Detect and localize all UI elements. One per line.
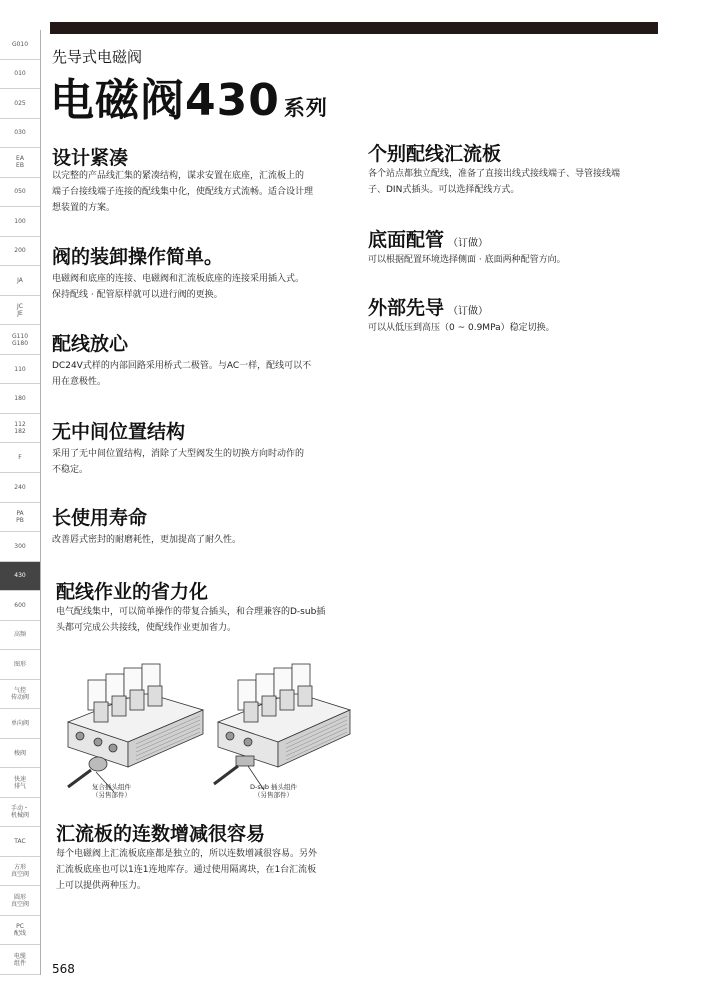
- line: 保持配线 · 配管原样就可以进行阀的更换。: [52, 290, 223, 300]
- line: 上可以提供两种压力。: [56, 881, 147, 891]
- text-easy-station-change: [56, 846, 356, 894]
- sidebar-tab[interactable]: PA PB: [0, 503, 40, 533]
- index-sidebar: [0, 30, 41, 975]
- sidebar-tab[interactable]: 200: [0, 237, 40, 267]
- line: 端子台接线端子连接的配线集中化，使配线方式流畅。适合设计理: [52, 187, 314, 197]
- line: 可以根据配置环境选择侧面 · 底面两种配管方向。: [368, 255, 566, 265]
- sidebar-tab[interactable]: 圆形 真空阀: [0, 886, 40, 916]
- heading-text: 外部先导: [368, 297, 445, 319]
- sidebar-tab[interactable]: 方形 真空阀: [0, 857, 40, 887]
- heading-compact-design: 设计紧凑: [52, 147, 129, 169]
- caption-composite-plug: [92, 783, 131, 799]
- caption-dsub-plug: [250, 783, 297, 799]
- sidebar-tab[interactable]: JA: [0, 266, 40, 296]
- header-rule: [50, 22, 658, 34]
- heading-easy-station-change: 汇流板的连数增减很容易: [56, 823, 266, 845]
- sidebar-tab[interactable]: 050: [0, 178, 40, 208]
- sidebar-tab[interactable]: 030: [0, 119, 40, 149]
- sidebar-tab[interactable]: 240: [0, 473, 40, 503]
- caption-line: （另售部件）: [92, 791, 131, 799]
- sidebar-tab[interactable]: 单向阀: [0, 709, 40, 739]
- line: 用在意极性。: [52, 377, 107, 387]
- line: 各个站点都独立配线，准备了直接出线式接线端子、导管接线端: [368, 169, 621, 179]
- caption-line: 复合插头组件: [92, 783, 131, 791]
- line: 改善唇式密封的耐磨耗性，更加提高了耐久性。: [52, 535, 242, 545]
- sidebar-tab[interactable]: EA EB: [0, 148, 40, 178]
- text-bottom-piping: [368, 252, 668, 268]
- sidebar-tab[interactable]: 图形: [0, 650, 40, 680]
- heading-safe-wiring: 配线放心: [52, 333, 129, 355]
- sidebar-tab[interactable]: 快速 排气: [0, 768, 40, 798]
- sidebar-tab[interactable]: 100: [0, 207, 40, 237]
- page-number: 568: [52, 962, 75, 976]
- custom-order-note: （订做）: [448, 306, 489, 317]
- manifold-composite-plug-illustration: [58, 652, 208, 800]
- custom-order-note: （订做）: [448, 238, 489, 249]
- page-subtitle: 先导式电磁阀: [52, 48, 143, 66]
- sidebar-tab[interactable]: 300: [0, 532, 40, 562]
- manifold-dsub-plug-illustration: [200, 652, 355, 800]
- sidebar-tab[interactable]: 430: [0, 562, 40, 592]
- sidebar-tab[interactable]: G010: [0, 30, 40, 60]
- text-long-life: [52, 532, 352, 548]
- sidebar-tab[interactable]: JC JE: [0, 296, 40, 326]
- page-title: [50, 76, 328, 133]
- line: 以完整的产品线汇集的紧凑结构，谋求安置在底座，汇流板上的: [52, 171, 305, 181]
- sidebar-tab[interactable]: 高频: [0, 621, 40, 651]
- sidebar-tab[interactable]: 电缆 组件: [0, 945, 40, 975]
- sidebar-tab[interactable]: 600: [0, 591, 40, 621]
- sidebar-tab[interactable]: G110 G180: [0, 325, 40, 355]
- sidebar-tab[interactable]: 梭阀: [0, 739, 40, 769]
- sidebar-tab[interactable]: 025: [0, 89, 40, 119]
- sidebar-tab[interactable]: 手动・ 机械阀: [0, 798, 40, 828]
- text-safe-wiring: [52, 358, 352, 390]
- line: 电磁阀和底座的连接、电磁阀和汇流板底座的连接采用插入式。: [52, 274, 305, 284]
- sidebar-tab[interactable]: 010: [0, 60, 40, 90]
- text-compact-design: [52, 168, 352, 216]
- heading-individual-wiring-manifold: 个别配线汇流板: [368, 143, 502, 165]
- line: 不稳定。: [52, 465, 89, 475]
- heading-long-life: 长使用寿命: [52, 507, 148, 529]
- heading-easy-valve-mount: 阀的装卸操作简单。: [52, 246, 224, 268]
- text-individual-wiring-manifold: [368, 166, 668, 198]
- text-easy-valve-mount: [52, 271, 352, 303]
- text-no-middle-position: [52, 446, 352, 478]
- line: 头都可完成公共接线，使配线作业更加省力。: [56, 623, 237, 633]
- text-labor-saving-wiring: [56, 604, 356, 636]
- sidebar-tab[interactable]: 气控 传动阀: [0, 680, 40, 710]
- heading-labor-saving-wiring: 配线作业的省力化: [56, 581, 209, 603]
- line: 采用了无中间位置结构，消除了大型阀发生的切换方向时动作的: [52, 449, 305, 459]
- title-suffix: 系列: [283, 96, 328, 120]
- sidebar-tab[interactable]: 112 182: [0, 414, 40, 444]
- line: 想装置的方案。: [52, 203, 116, 213]
- line: 电气配线集中，可以简单操作的带复合插头，和合理兼容的D-sub插: [56, 607, 326, 617]
- line: 每个电磁阀上汇流板底座都是独立的，所以连数增减很容易。另外: [56, 849, 318, 859]
- line: 可以从低压到高压（0 ~ 0.9MPa）稳定切换。: [368, 323, 555, 333]
- sidebar-tab[interactable]: PC 配线: [0, 916, 40, 946]
- line: 子、DIN式插头。可以选择配线方式。: [368, 185, 520, 195]
- title-main: 电磁阀430: [50, 75, 280, 126]
- caption-line: D-sub 插头组件: [250, 783, 298, 791]
- heading-text: 底面配管: [368, 229, 445, 251]
- sidebar-tab[interactable]: 110: [0, 355, 40, 385]
- line: DC24V式样的内部回路采用桥式二极管。与AC一样，配线可以不: [52, 361, 312, 371]
- sidebar-tab[interactable]: TAC: [0, 827, 40, 857]
- line: 汇流板底座也可以1连1连地库存。通过使用隔离块，在1台汇流板: [56, 865, 317, 875]
- text-external-pilot: [368, 320, 668, 336]
- caption-line: （另售部件）: [254, 791, 294, 799]
- sidebar-tab[interactable]: F: [0, 443, 40, 473]
- heading-no-middle-position: 无中间位置结构: [52, 421, 186, 443]
- sidebar-tab[interactable]: 180: [0, 384, 40, 414]
